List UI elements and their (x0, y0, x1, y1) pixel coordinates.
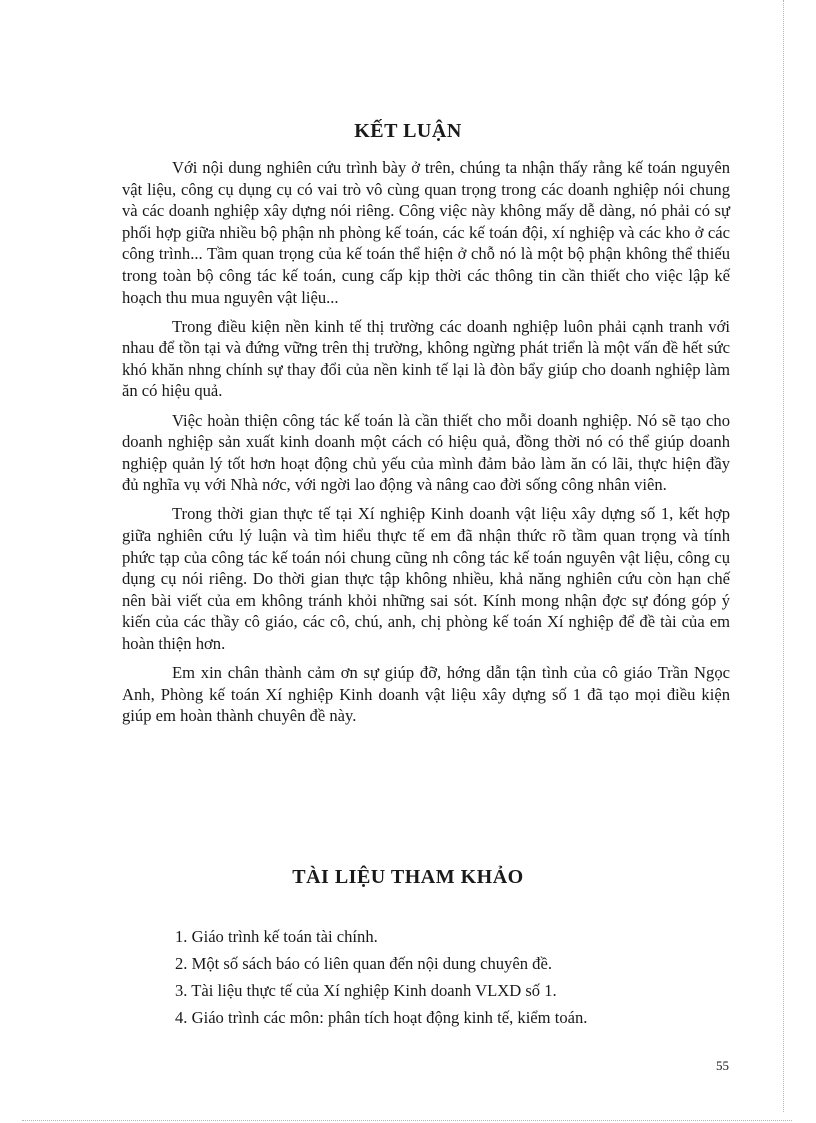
reference-item: 3. Tài liệu thực tế của Xí nghiệp Kinh doanh VLXD số 1. (175, 981, 557, 1000)
conclusion-paragraph: Trong thời gian thực tế tại Xí nghiệp Kinh doanh vật liệu xây dựng số 1, kết hợp giữa nghiên cứu lý luận và tìm hiểu thực tế em đã nhận thức rõ tầm quan trọng và tính phức tạp của công tác kế toán nói chung cũng nh công tác kế toán nguyên vật liệu, công cụ dụng cụ nói riêng. Do thời gian thực tập không nhiều, khả năng nghiên cứu còn hạn chế nên bài viết của em không tránh khỏi những sai sót. Kính mong nhận đợc sự đóng góp ý kiến của các thầy cô giáo, các cô, chú, anh, chị phòng kế toán Xí nghiệp để đề tài của em hoàn thiện hơn. (122, 504, 730, 653)
page-border-right (783, 0, 784, 1112)
conclusion-paragraph: Việc hoàn thiện công tác kế toán là cần thiết cho mỗi doanh nghiệp. Nó sẽ tạo cho doanh nghiệp sản xuất kinh doanh một cách có hiệu quả, đồng thời nó có thể giúp doanh nghiệp quản lý tốt hơn hoạt động chủ yếu của mình đảm bảo làm ăn có lãi, thực hiện đầy đủ nghĩa vụ với Nhà nớc, với ngời lao động và nâng cao đời sống công nhân viên. (122, 410, 730, 495)
conclusion-body (122, 157, 730, 734)
conclusion-paragraph: Với nội dung nghiên cứu trình bày ở trên, chúng ta nhận thấy rằng kế toán nguyên vật liệu, công cụ dụng cụ có vai trò vô cùng quan trọng trong các doanh nghiệp nói chung và các doanh nghiệp xây dựng nói riêng. Công việc này không mấy dễ dàng, nó phải có sự phối hợp giữa nhiều bộ phận nh phòng kế toán, các kế toán đội, xí nghiệp và các kho ở các công trình... Tầm quan trọng của kế toán thể hiện ở chỗ nó là một bộ phận không thể thiếu trong toàn bộ công tác kế toán, cung cấp kịp thời các thông tin cần thiết cho việc lập kế hoạch thu mua nguyên vật liệu... (122, 158, 730, 307)
reference-item: 2. Một số sách báo có liên quan đến nội dung chuyên đề. (175, 954, 552, 973)
reference-item: 4. Giáo trình các môn: phân tích hoạt động kinh tế, kiểm toán. (175, 1008, 588, 1027)
references-heading: TÀI LIỆU THAM KHẢO (292, 866, 524, 888)
page-border-bottom (22, 1120, 792, 1121)
conclusion-heading: KẾT LUẬN (354, 120, 462, 142)
reference-item: 1. Giáo trình kế toán tài chính. (175, 927, 378, 946)
page-number: 55 (716, 1058, 729, 1073)
conclusion-paragraph: Em xin chân thành cảm ơn sự giúp đỡ, hớng dẫn tận tình của cô giáo Trần Ngọc Anh, Phòng kế toán Xí nghiệp Kinh doanh vật liệu xây dựng số 1 đã tạo mọi điều kiện giúp em hoàn thành chuyên đề này. (122, 663, 730, 726)
references-list (175, 926, 715, 1034)
conclusion-paragraph: Trong điều kiện nền kinh tế thị trường các doanh nghiệp luôn phải cạnh tranh với nhau để tồn tại và đứng vững trên thị trường, không ngừng phát triển là một vấn đề hết sức khó khăn nhng chính sự thay đổi của nền kinh tế lại là đòn bẩy giúp cho doanh nghiệp làm ăn có hiệu quả. (122, 316, 730, 401)
